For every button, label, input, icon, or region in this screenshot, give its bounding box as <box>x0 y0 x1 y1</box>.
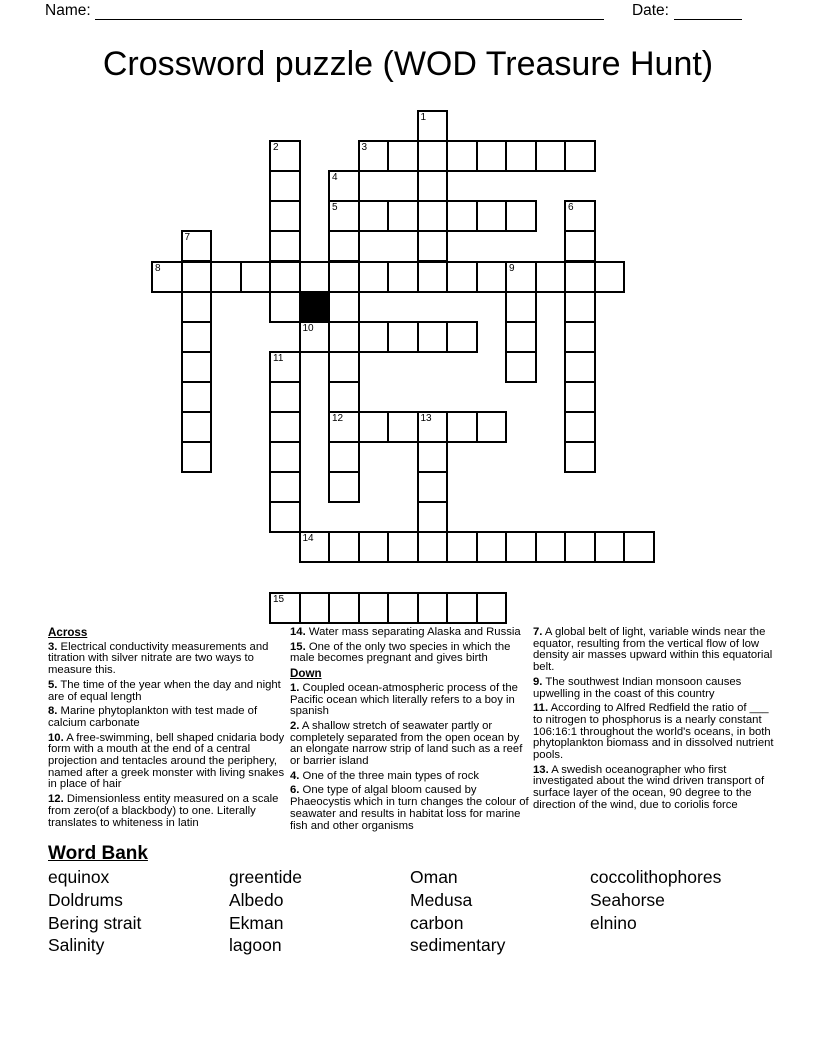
grid-cell[interactable] <box>505 291 537 323</box>
grid-cell[interactable] <box>387 321 419 353</box>
grid-cell[interactable] <box>476 140 508 172</box>
grid-cell[interactable] <box>387 531 419 563</box>
grid-cell[interactable] <box>328 291 360 323</box>
grid-cell[interactable] <box>269 411 301 443</box>
grid-cell[interactable] <box>564 200 596 232</box>
clue-number: 15. <box>290 640 306 653</box>
word-bank-item: lagoon <box>229 935 282 956</box>
clue-number: 13. <box>533 763 549 776</box>
clue: 6. One type of algal bloom caused by Phaeocystis which in turn changes the colour of seawater and results in habitat loss for marine fish and other organisms <box>290 784 529 832</box>
grid-cell[interactable] <box>328 200 360 232</box>
clue-number: 5. <box>48 678 58 691</box>
clue-number: 12. <box>48 793 64 806</box>
grid-cell-number: 12 <box>332 413 344 424</box>
word-bank-item: Salinity <box>48 935 105 956</box>
clue: 15. One of the only two species in which the male becomes pregnant and gives birth <box>290 640 511 665</box>
grid-cell[interactable] <box>269 170 301 202</box>
grid-cell-number: 2 <box>273 142 279 154</box>
grid-cell-number: 4 <box>332 172 338 184</box>
grid-cell[interactable] <box>417 110 449 142</box>
grid-cell[interactable] <box>358 592 390 624</box>
grid-black-cell <box>299 291 331 323</box>
grid-cell[interactable] <box>446 140 478 172</box>
grid-cell-number: 1 <box>420 112 427 123</box>
clue-number: 11. <box>533 702 549 715</box>
clue-column-3 <box>533 627 774 815</box>
grid-cell[interactable] <box>269 140 301 172</box>
grid-cell[interactable] <box>594 531 626 563</box>
name-label: Name: <box>45 2 91 19</box>
grid-cell[interactable] <box>181 261 213 293</box>
grid-cell[interactable] <box>446 200 478 232</box>
clue-column-1 <box>48 627 289 832</box>
grid-cell[interactable] <box>417 140 449 172</box>
grid-cell[interactable] <box>328 531 360 563</box>
word-bank-item: elnino <box>590 912 637 933</box>
grid-cell[interactable] <box>269 592 301 624</box>
word-bank-item: sedimentary <box>410 935 506 956</box>
grid-cell-number: 11 <box>273 352 284 364</box>
grid-cell[interactable] <box>564 531 596 563</box>
grid-cell[interactable] <box>387 200 419 232</box>
word-bank-item: equinox <box>48 867 110 887</box>
grid-cell[interactable] <box>505 140 537 172</box>
grid-cell[interactable] <box>269 501 301 533</box>
grid-cell[interactable] <box>181 441 213 473</box>
grid-cell[interactable] <box>181 381 213 413</box>
clue-number: 8. <box>48 705 58 718</box>
grid-cell[interactable] <box>535 140 567 172</box>
grid-cell[interactable] <box>505 531 537 563</box>
grid-cell[interactable] <box>476 531 508 563</box>
grid-cell[interactable] <box>417 441 449 473</box>
clue: 11. According to Alfred Redfield the ratio of ___ to nitrogen to phosphorus is a nearly constant 106:16:1 throughout the world's oceans, in both phytoplankton biomass and in dissolved nutrient pools. <box>533 702 774 762</box>
clue: 7. A global belt of light, variable winds near the equator, resulting from the vertical flow of low density air masses upward within this equatorial belt. <box>533 626 773 674</box>
grid-cell[interactable] <box>535 531 567 563</box>
grid-cell[interactable] <box>446 531 478 563</box>
clue: 1. Coupled ocean-atmospheric process of the Pacific ocean which literally refers to a boy in spanish <box>290 681 518 718</box>
grid-cell[interactable] <box>358 140 390 172</box>
grid-cell[interactable] <box>446 321 478 353</box>
clue-number: 4. <box>290 769 300 782</box>
grid-cell[interactable] <box>181 411 213 443</box>
grid-cell[interactable] <box>358 321 390 353</box>
date-label: Date: <box>631 2 669 19</box>
grid-cell[interactable] <box>269 351 301 383</box>
grid-cell[interactable] <box>358 411 390 443</box>
grid-cell[interactable] <box>446 411 478 443</box>
grid-cell-number: 9 <box>509 262 515 274</box>
word-bank-item: Bering strait <box>48 912 142 933</box>
clue-section-header: Down <box>290 667 322 681</box>
clue-number: 2. <box>290 719 300 732</box>
clue: 14. Water mass separating Alaska and Russia <box>290 626 521 638</box>
word-bank-item: carbon <box>410 912 464 933</box>
grid-cell[interactable] <box>564 411 596 443</box>
grid-cell[interactable] <box>387 261 419 293</box>
grid-cell[interactable] <box>387 592 419 624</box>
grid-cell[interactable] <box>328 471 360 503</box>
grid-cell[interactable] <box>446 261 478 293</box>
grid-cell[interactable] <box>417 230 449 262</box>
clue-number: 7. <box>533 626 543 638</box>
grid-cell[interactable] <box>417 592 449 624</box>
word-bank-column-4 <box>590 866 721 934</box>
grid-cell[interactable] <box>505 351 537 383</box>
crossword-grid <box>151 110 655 624</box>
clue-number: 10. <box>48 731 64 744</box>
grid-cell[interactable] <box>269 471 301 503</box>
grid-cell[interactable] <box>269 381 301 413</box>
grid-cell[interactable] <box>328 381 360 413</box>
grid-cell[interactable] <box>417 321 449 353</box>
grid-cell[interactable] <box>623 531 655 563</box>
grid-cell-number: 14 <box>302 533 314 545</box>
grid-cell[interactable] <box>328 351 360 383</box>
grid-cell-number: 10 <box>302 322 314 334</box>
grid-cell[interactable] <box>505 261 537 293</box>
grid-cell[interactable] <box>240 261 272 293</box>
grid-cell[interactable] <box>328 441 360 473</box>
grid-cell[interactable] <box>387 140 419 172</box>
grid-cell[interactable] <box>417 261 449 293</box>
grid-cell[interactable] <box>594 261 626 293</box>
grid-cell[interactable] <box>564 140 596 172</box>
clue-number: 1. <box>290 681 300 694</box>
page-title: Crossword puzzle (WOD Treasure Hunt) <box>102 45 714 83</box>
grid-cell[interactable] <box>269 230 301 262</box>
word-bank-column-2 <box>229 866 302 957</box>
grid-cell[interactable] <box>417 471 449 503</box>
grid-cell[interactable] <box>328 230 360 262</box>
grid-cell[interactable] <box>299 261 331 293</box>
grid-cell[interactable] <box>358 261 390 293</box>
clue-number: 6. <box>290 784 300 797</box>
grid-cell[interactable] <box>328 261 360 293</box>
clue-section-header: Across <box>48 626 88 639</box>
word-bank-column-1 <box>48 866 141 957</box>
clue: 8. Marine phytoplankton with test made of calcium carbonate <box>48 705 258 729</box>
word-bank-item: greentide <box>229 867 302 887</box>
grid-cell[interactable] <box>417 200 449 232</box>
grid-cell[interactable] <box>476 261 508 293</box>
clue: 12. Dimensionless entity measured on a scale from zero(of a blackbody) to one. Literally translates to whiteness in latin <box>48 793 279 829</box>
grid-cell[interactable] <box>269 291 301 323</box>
date-blank-line[interactable] <box>674 2 742 20</box>
word-bank-item: Medusa <box>410 889 473 910</box>
grid-cell[interactable] <box>151 261 183 293</box>
grid-cell-number: 8 <box>155 262 161 274</box>
worksheet-header <box>45 1 742 20</box>
clue: 3. Electrical conductivity measurements and titration with silver nitrate are two ways to measure this. <box>48 640 269 677</box>
clue: 10. A free-swimming, bell shaped cnidaria body form with a mouth at the end of a central projection and tentacles around the periphery, named after a greek monster with living snakes in place of hair <box>48 731 285 791</box>
word-bank-item: Doldrums <box>48 889 123 910</box>
grid-cell[interactable] <box>181 230 213 262</box>
grid-cell[interactable] <box>564 381 596 413</box>
grid-cell[interactable] <box>210 261 242 293</box>
grid-cell[interactable] <box>564 441 596 473</box>
word-bank-label: Word Bank <box>48 843 148 864</box>
grid-cell[interactable] <box>564 230 596 262</box>
grid-cell[interactable] <box>328 411 360 443</box>
name-blank-line[interactable] <box>95 2 604 20</box>
clue: 5. The time of the year when the day and night are of equal length <box>48 678 281 703</box>
grid-cell[interactable] <box>328 321 360 353</box>
clue-number: 9. <box>533 675 543 688</box>
grid-cell[interactable] <box>446 592 478 624</box>
grid-cell[interactable] <box>417 531 449 563</box>
grid-cell[interactable] <box>564 261 596 293</box>
grid-cell[interactable] <box>417 411 449 443</box>
grid-cell-number: 3 <box>361 142 368 154</box>
grid-cell[interactable] <box>181 321 213 353</box>
grid-cell-number: 5 <box>332 202 338 214</box>
word-bank-column-3 <box>410 866 505 957</box>
grid-cell[interactable] <box>564 291 596 323</box>
grid-cell[interactable] <box>299 592 331 624</box>
grid-cell[interactable] <box>535 261 567 293</box>
grid-cell[interactable] <box>476 411 508 443</box>
grid-cell[interactable] <box>387 411 419 443</box>
grid-cell-number: 7 <box>184 232 191 244</box>
clue: 13. A swedish oceanographer who first investigated about the wind driven transport of surface layer of the ocean, 90 degree to the direction of the wind, due to coriolis force <box>533 763 765 811</box>
clue: 9. The southwest Indian monsoon causes upwelling in the coast of this country <box>533 675 742 700</box>
word-bank-item: Oman <box>410 867 458 887</box>
word-bank-item: Ekman <box>229 912 284 933</box>
clue: 2. A shallow stretch of seawater partly or completely separated from the open ocean by an elongate narrow strip of land such as a reef or barrier island <box>290 719 523 768</box>
clue: 4. One of the three main types of rock <box>290 769 480 782</box>
clue-column-2 <box>290 627 531 835</box>
grid-cell[interactable] <box>269 441 301 473</box>
grid-cell[interactable] <box>505 321 537 353</box>
grid-cell[interactable] <box>181 351 213 383</box>
word-bank-item: Seahorse <box>590 889 665 910</box>
grid-cell[interactable] <box>417 501 449 533</box>
grid-cell[interactable] <box>564 321 596 353</box>
grid-cell[interactable] <box>269 200 301 232</box>
grid-cell-number: 13 <box>420 413 432 424</box>
grid-cell[interactable] <box>328 170 360 202</box>
grid-cell[interactable] <box>299 531 331 563</box>
grid-cell[interactable] <box>476 592 508 624</box>
grid-cell[interactable] <box>476 200 508 232</box>
grid-cell-number: 15 <box>273 593 285 605</box>
clue-number: 3. <box>48 640 58 653</box>
word-bank-item: coccolithophores <box>590 867 722 887</box>
grid-cell-number: 6 <box>568 202 574 214</box>
grid-cell[interactable] <box>417 170 449 202</box>
grid-cell[interactable] <box>358 531 390 563</box>
word-bank-item: Albedo <box>229 889 284 910</box>
grid-cell[interactable] <box>269 261 301 293</box>
clue-number: 14. <box>290 626 306 638</box>
grid-cell[interactable] <box>358 200 390 232</box>
grid-cell[interactable] <box>299 321 331 353</box>
grid-cell[interactable] <box>328 592 360 624</box>
grid-cell[interactable] <box>564 351 596 383</box>
grid-cell[interactable] <box>505 200 537 232</box>
grid-cell[interactable] <box>181 291 213 323</box>
